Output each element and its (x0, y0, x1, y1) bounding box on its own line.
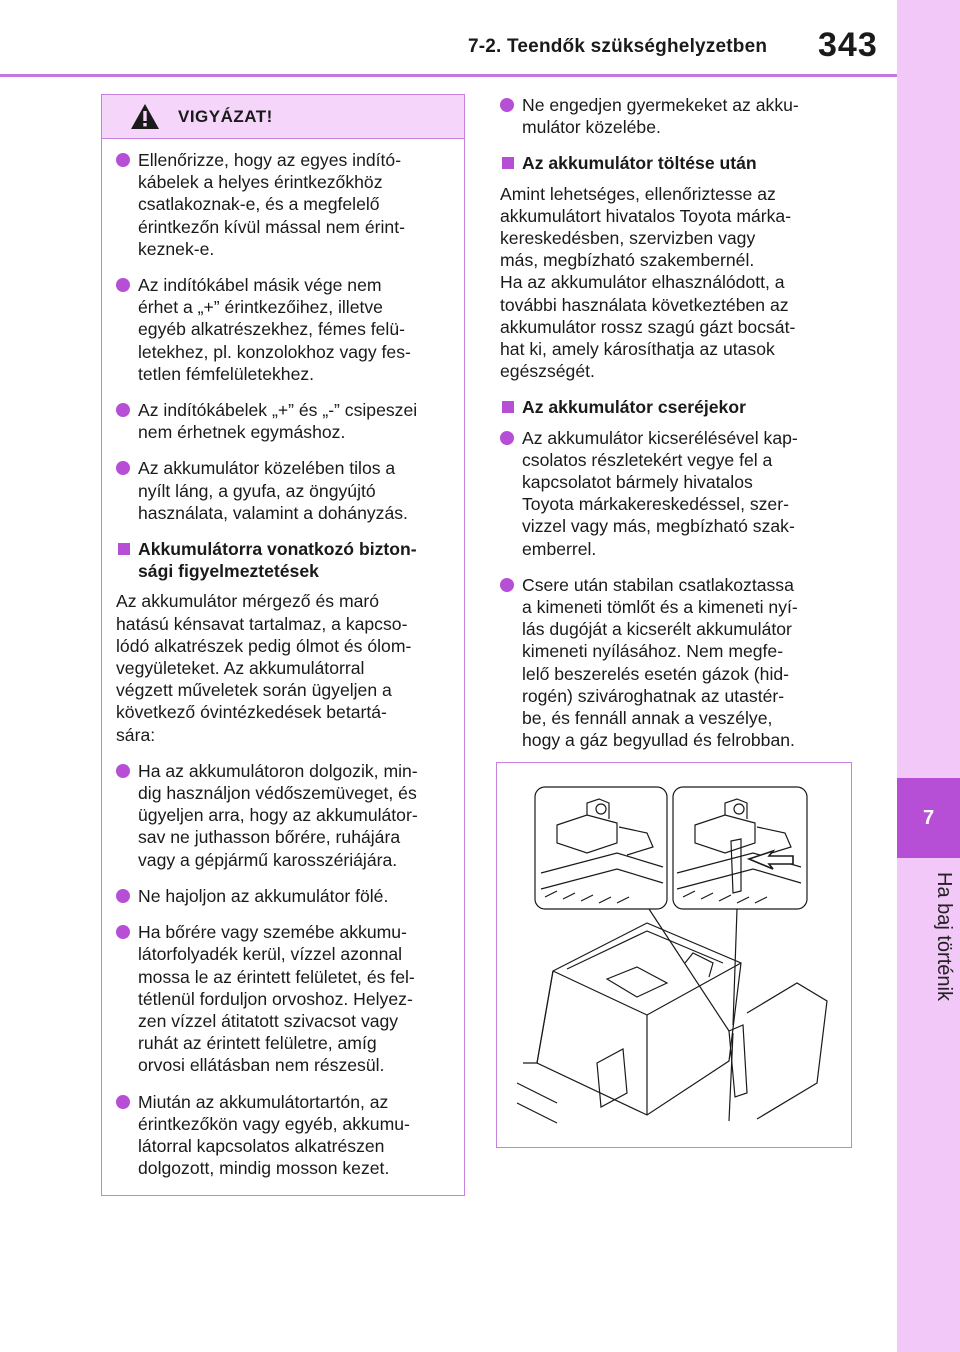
text-line: egyéb alkatrészekhez, fémes felü- (138, 319, 405, 340)
page-number: 343 (818, 26, 878, 64)
text-line: látorral kapcsolatos alkatrészen (138, 1135, 385, 1156)
battery-illustration (496, 762, 852, 1148)
text-line: érintkezőkön vagy egyéb, akkumu- (138, 1113, 410, 1134)
text-line: más, megbízható szakembernél. (500, 250, 755, 271)
bullet-item (500, 427, 846, 560)
text-line: lódó alkatrészek pedig ólmot és ólom- (116, 635, 412, 656)
text-line: emberrel. (522, 538, 597, 559)
text-line: vizzel vagy más, megbízható szak- (522, 516, 795, 537)
warning-header (102, 95, 464, 139)
bullet-dot-icon (116, 889, 130, 903)
header-rule (0, 74, 897, 77)
text-line: orvosi ellátásban nem részesül. (138, 1055, 385, 1076)
bullet-dot-icon (116, 764, 130, 778)
subheading (500, 152, 846, 174)
bullet-item (500, 574, 846, 752)
text-line: Az akkumulátor cseréjekor (522, 397, 746, 418)
warning-title: VIGYÁZAT! (178, 106, 273, 126)
text-line: dolgozott, mindig mosson kezet. (138, 1158, 390, 1179)
warning-bullets-2 (116, 760, 450, 1179)
bullet-dot-icon (116, 278, 130, 292)
text-line: sav ne juthasson bőrére, ruhájára (138, 827, 401, 848)
text-line: ruhát az érintett felületre, amíg (138, 1033, 377, 1054)
text-line: Ellenőrizze, hogy az egyes indító- (138, 150, 402, 170)
text-line: Miután az akkumulátortartón, az (138, 1091, 389, 1112)
text-line: tétlenül forduljon orvoshoz. Helyez- (138, 988, 413, 1009)
text-line: hatású kénsavat tartalmaz, a kapcso- (116, 613, 408, 634)
subheading (116, 538, 450, 582)
heading-after-charge (500, 152, 846, 174)
bullet-item (116, 885, 450, 907)
chapter-side-tab (897, 0, 960, 1352)
text-line: sára: (116, 724, 156, 745)
bullet-item (116, 149, 450, 260)
text-line: következő óvintézkedések betartá- (116, 702, 387, 723)
text-line: zen vízzel átitatott szivacsot vagy (138, 1010, 399, 1031)
text-line: vegyületeket. Az akkumulátorral (116, 658, 365, 679)
text-line: akkumulátor rossz szagú gázt bocsát- (500, 316, 796, 337)
text-line: Az akkumulátor töltése után (522, 153, 757, 174)
right-bullet-top (500, 94, 846, 138)
text-line: hogy a gáz begyullad és felrobban. (522, 730, 795, 751)
text-line: mossa le az érintett felületet, és fel- (138, 966, 415, 987)
text-line: sági figyelmeztetések (138, 561, 319, 582)
text-line: letekhez, pl. konzolokhoz vagy fes- (138, 341, 411, 362)
warning-triangle-icon (130, 103, 160, 130)
heading-square-icon (502, 401, 514, 413)
text-line: Az indítókábel másik vége nem (138, 275, 382, 296)
bullet-dot-icon (116, 1095, 130, 1109)
text-line: Ne hajoljon az akkumulátor fölé. (138, 885, 389, 906)
heading-square-icon (502, 157, 514, 169)
text-line: lás dugóját a kicserélt akkumulátor (522, 619, 792, 640)
text-line: Toyota márkakereskedéssel, szer- (522, 494, 789, 515)
text-line: Az akkumulátor közelében tilos a (138, 458, 396, 479)
text-line: csolatos részletekért vegye fel a (522, 449, 773, 470)
bullet-item (116, 457, 450, 524)
text-line: Akkumulátorra vonatkozó bizton- (138, 539, 417, 560)
text-line: a kimeneti tömlőt és a kimeneti nyí- (522, 597, 798, 618)
text-line: kimeneti nyílásához. Nem megfe- (522, 641, 784, 662)
text-line: Ne engedjen gyermekeket az akku- (522, 95, 799, 115)
text-line: dig használjon védőszemüveget, és (138, 783, 417, 804)
text-line: nem érhetnek egymáshoz. (138, 422, 346, 443)
text-line: kábelek a helyes érintkezőkhöz (138, 172, 383, 193)
subheading (500, 396, 846, 418)
bullet-dot-icon (116, 461, 130, 475)
bullet-dot-icon (116, 403, 130, 417)
text-line: be, és fennáll annak a veszélye, (522, 708, 773, 729)
text-line: Ha az akkumulátoron dolgozik, min- (138, 760, 418, 781)
bullet-dot-icon (116, 925, 130, 939)
paragraph (500, 183, 846, 383)
bullet-dot-icon (500, 98, 514, 112)
warning-subheading (116, 538, 450, 582)
paragraph-after-charge (500, 183, 846, 383)
text-line: akkumulátort hivatalos Toyota márka- (500, 205, 792, 226)
text-line: Ha az akkumulátor elhasználódott, a (500, 272, 785, 293)
bullet-dot-icon (500, 431, 514, 445)
bullet-item (500, 94, 846, 138)
warning-box (101, 94, 465, 1196)
chapter-title: Ha baj történik (933, 872, 955, 1001)
text-line: ügyeljen arra, hogy az akkumulátor- (138, 805, 418, 826)
text-line: Amint lehetséges, ellenőriztesse az (500, 183, 776, 204)
text-line: mulátor közelébe. (522, 117, 661, 138)
text-line: további használata következtében az (500, 294, 789, 315)
text-line: kereskedésben, szervizben vagy (500, 228, 756, 249)
text-line: keznek-e. (138, 238, 215, 259)
text-line: érhet a „+” érintkezőihez, illetve (138, 297, 383, 318)
bullet-item (116, 1091, 450, 1180)
text-line: csatlakoznak-e, és a megfelelő (138, 194, 380, 215)
warning-paragraph (116, 590, 450, 745)
bullet-item (116, 274, 450, 385)
bullet-item (116, 399, 450, 443)
text-line: kapcsolatot bármely hivatalos (522, 472, 753, 493)
section-title: 7-2. Teendők szükséghelyzetben (468, 36, 768, 57)
bullet-dot-icon (116, 153, 130, 167)
heading-replacement (500, 396, 846, 418)
text-line: Csere után stabilan csatlakoztassa (522, 574, 794, 595)
text-line: látorfolyadék kerül, vízzel azonnal (138, 944, 403, 965)
chapter-number: 7 (897, 778, 960, 858)
text-line: tetlen fémfelületekhez. (138, 363, 315, 384)
bullet-item (116, 921, 450, 1076)
warning-body (102, 139, 464, 1179)
battery-drawing (497, 763, 850, 1146)
text-line: használata, valamint a dohányzás. (138, 502, 408, 523)
text-line: lelő beszerelés esetén gázok (hid- (522, 663, 789, 684)
text-line: Az akkumulátor mérgező és maró (116, 591, 380, 612)
text-line: Ha bőrére vagy szemébe akkumu- (138, 922, 407, 943)
bullet-item (116, 760, 450, 871)
heading-square-icon (118, 543, 130, 555)
text-line: érintkezőn kívül mással nem érint- (138, 216, 405, 237)
text-line: Az indítókábelek „+” és „-” csipeszei (138, 400, 418, 421)
bullet-dot-icon (500, 578, 514, 592)
text-line: hat ki, amely károsíthatja az utasok (500, 339, 775, 360)
paragraph (116, 590, 450, 745)
text-line: végzett műveletek során ügyeljen a (116, 680, 392, 701)
warning-bullets-1 (116, 149, 450, 524)
replacement-bullets (500, 427, 846, 752)
text-line: vagy a gépjármű karosszériájára. (138, 849, 398, 870)
text-line: rogén) szivároghatnak az utastér- (522, 685, 785, 706)
right-column (500, 94, 846, 765)
text-line: nyílt láng, a gyufa, az öngyújtó (138, 480, 376, 501)
text-line: egészségét. (500, 361, 595, 382)
text-line: Az akkumulátor kicserélésével kap- (522, 427, 798, 448)
